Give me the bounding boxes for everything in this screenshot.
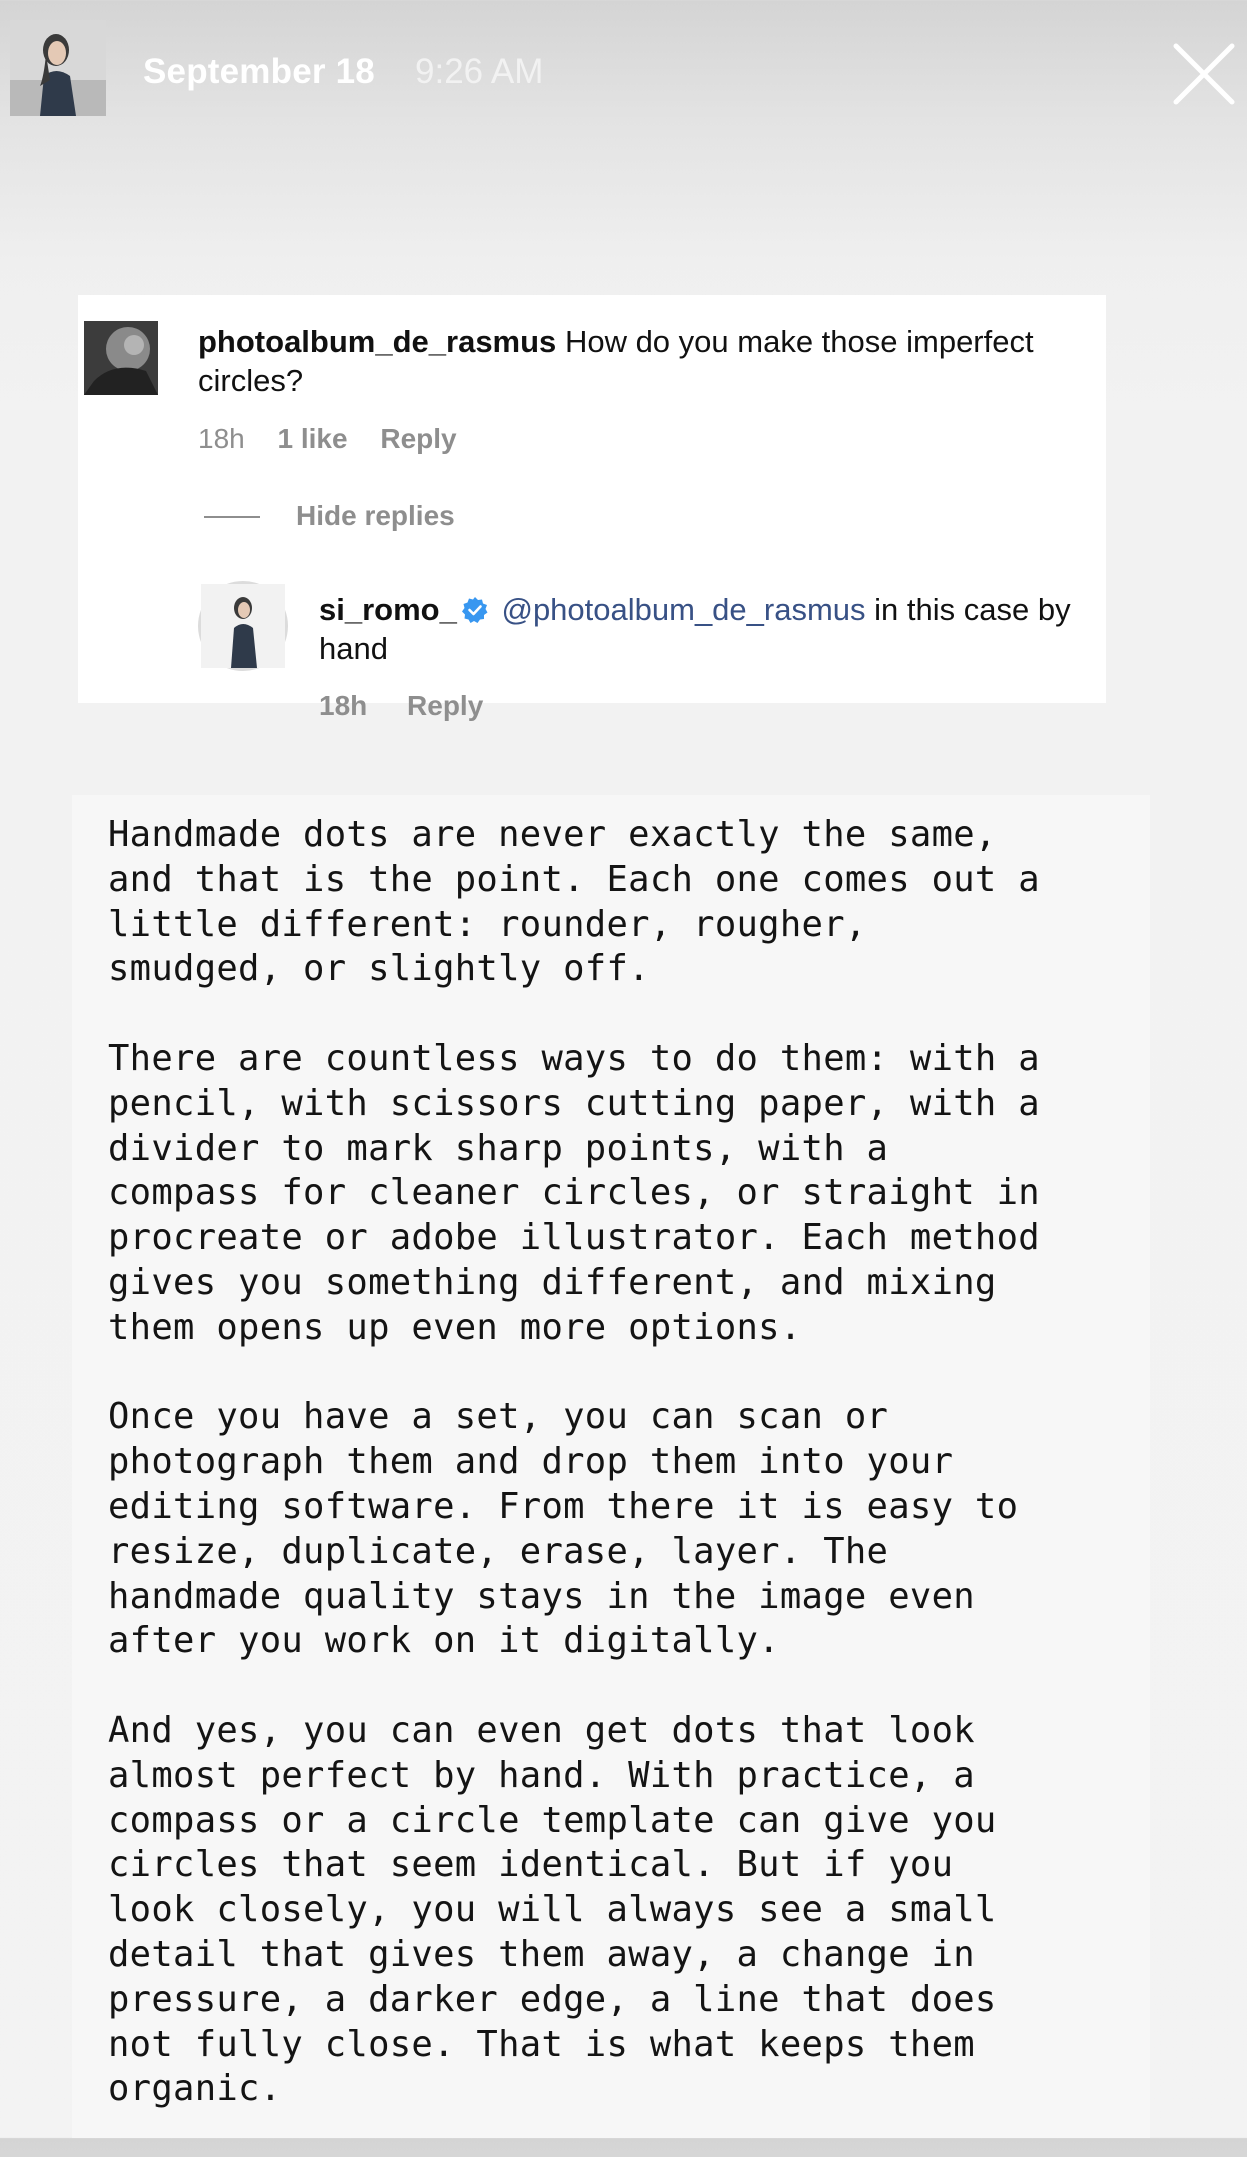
essay-paragraph: Once you have a set, you can scan or photograph them and drop them into your editing software. From there it is easy to resize, duplicate, erase, layer. The handmade quality stays in the image even after you work on it digitally. <box>108 1396 1019 1662</box>
avatar-photo <box>10 20 106 116</box>
close-icon <box>1168 38 1240 110</box>
replier-avatar[interactable] <box>198 581 288 671</box>
essay-block <box>72 795 1150 2138</box>
reply-mention-link[interactable]: @photoalbum_de_rasmus <box>501 592 866 627</box>
comment-meta <box>198 423 482 455</box>
essay-text <box>108 813 1148 2157</box>
reply-meta <box>319 690 515 722</box>
commenter-avatar[interactable] <box>84 321 158 395</box>
comment-age: 18h <box>198 423 245 454</box>
comment-body: How do you make those imperfect circles? <box>198 324 1034 398</box>
story-time: 9:26 AM <box>415 52 544 91</box>
replier-avatar-photo <box>201 584 285 668</box>
hide-replies-button[interactable]: Hide replies <box>296 500 455 531</box>
reply-reply-button[interactable]: Reply <box>407 690 484 721</box>
story-avatar[interactable] <box>10 20 106 116</box>
commenter-username[interactable]: photoalbum_de_rasmus <box>198 324 557 359</box>
replier-username[interactable]: si_romo_ <box>319 592 457 627</box>
essay-paragraph: Handmade dots are never exactly the same, and that is the point. Each one comes out a little different: rounder, rougher, smudged, or slightly off. <box>108 814 1040 990</box>
replies-divider <box>204 516 260 518</box>
comment-text <box>198 322 1078 400</box>
verified-badge-icon <box>461 596 489 624</box>
reply-body: in this case by hand <box>319 592 1071 666</box>
close-button[interactable] <box>1168 38 1240 110</box>
comment-screenshot <box>78 295 1106 721</box>
reply-age: 18h <box>319 690 368 721</box>
story-date: September 18 <box>143 52 375 91</box>
comment-likes[interactable]: 1 like <box>277 423 348 454</box>
reply-text <box>319 590 1089 668</box>
commenter-avatar-photo <box>84 321 158 395</box>
story-header <box>0 0 1247 150</box>
comment-reply-button[interactable]: Reply <box>380 423 457 454</box>
essay-paragraph: There are countless ways to do them: with a pencil, with scissors cutting paper, with a divider to mark sharp points, with a compass for cleaner circles, or straight in procreate or adobe illustrator. Each method gives you something different, and mixing them opens up even more options. <box>108 1037 1040 1348</box>
essay-paragraph: And yes, you can even get dots that look almost perfect by hand. With practice, a compass or a circle template can give you circles that seem identical. But if you look closely, you will always see a small detail that gives them away, a change in pressure, a darker edge, a line that does not fully close. That is what keeps them organic. <box>108 1709 997 2110</box>
